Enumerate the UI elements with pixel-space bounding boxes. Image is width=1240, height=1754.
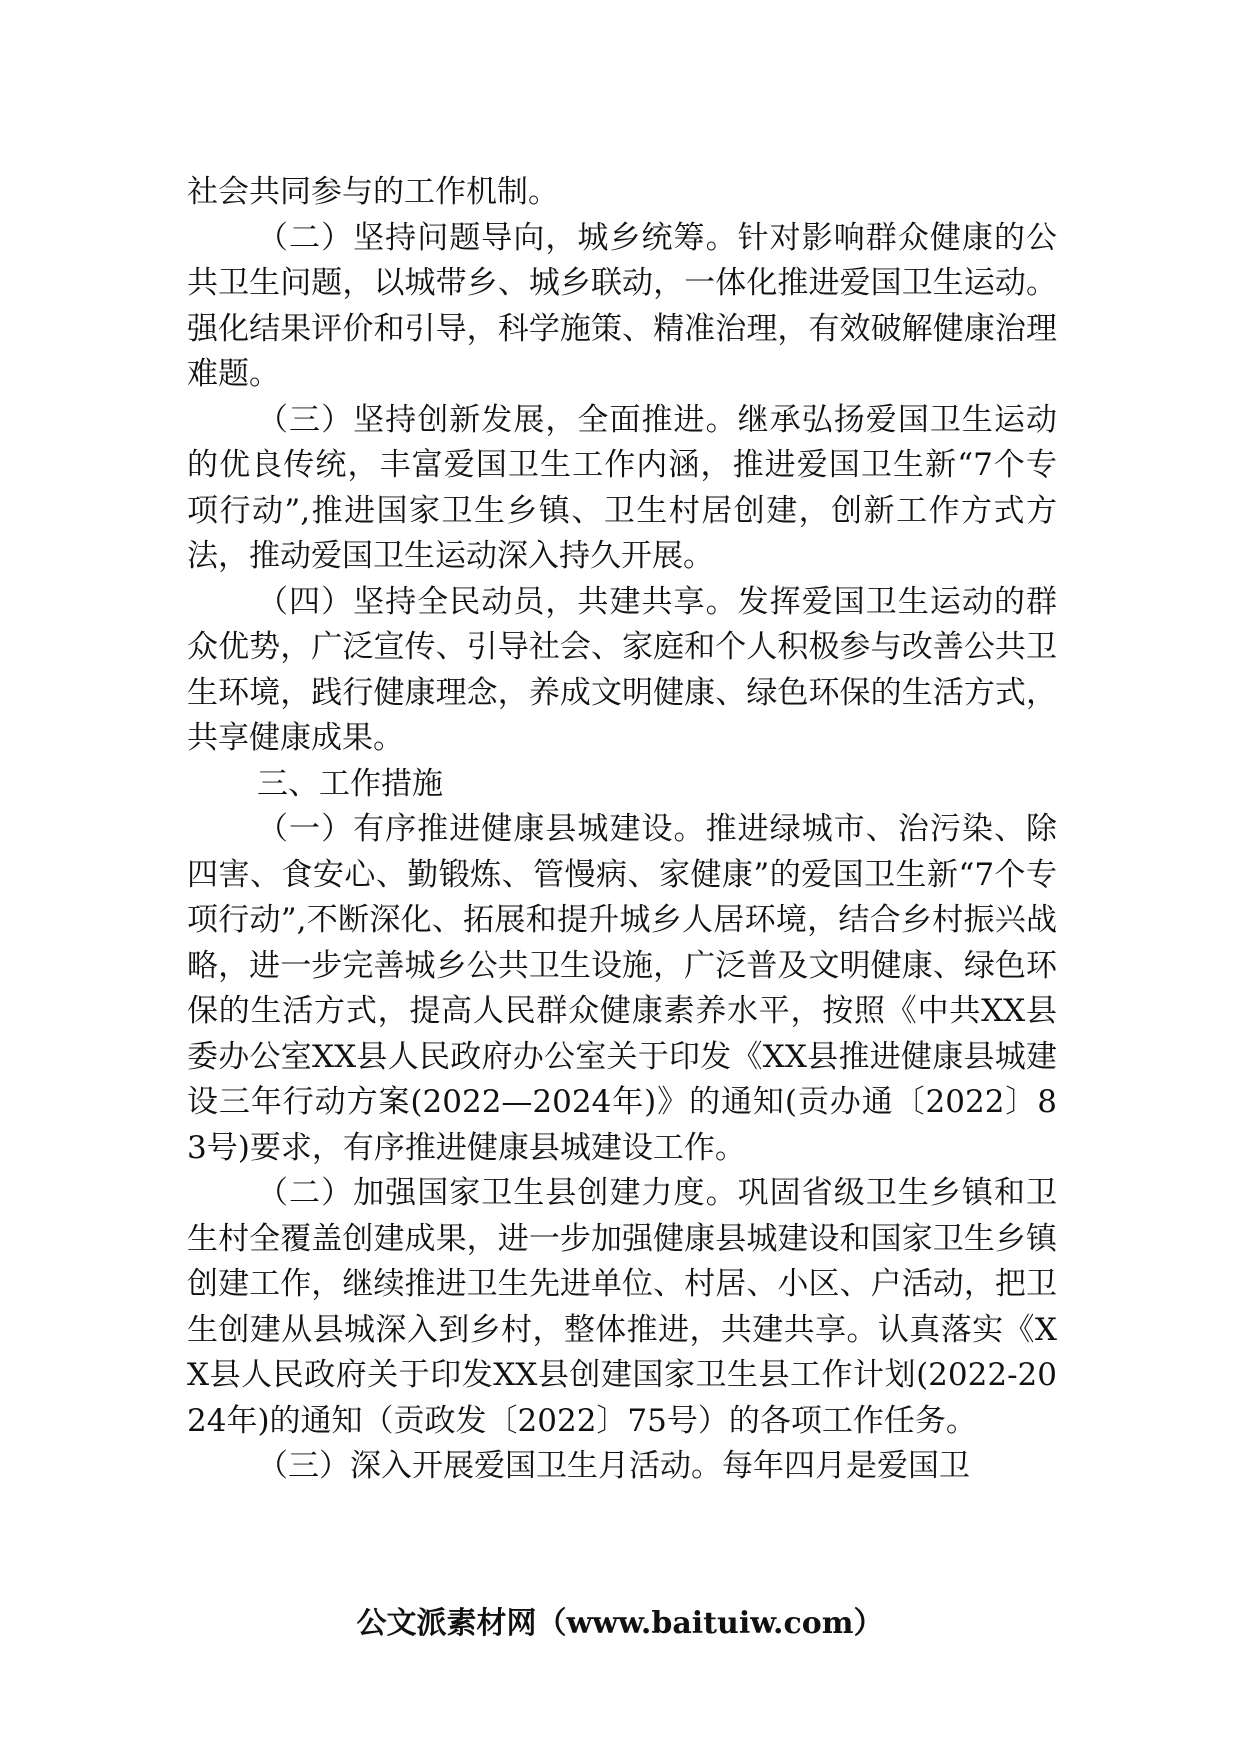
paragraph-measure-3: （三）深入开展爱国卫生月活动。每年四月是爱国卫 xyxy=(257,1448,970,1484)
document-body xyxy=(187,170,1057,1490)
paragraph-measure-2: （二）加强国家卫生县创建力度。巩固省级卫生乡镇和卫生村全覆盖创建成果，进一步加强健康县城建设和国家卫生乡镇创建工作，继续推进卫生先进单位、村居、小区、户活动，把卫生创建从县城深入到乡村，整体推进，共建共享。认真落实《XX县人民政府关于印发XX县创建国家卫生县工作计划(2022-2024年)的通知（贡政发〔2022〕75号）的各项工作任务。 xyxy=(187,1175,1057,1439)
paragraph-principle-3: （三）坚持创新发展，全面推进。继承弘扬爱国卫生运动的优良传统，丰富爱国卫生工作内涵，推进爱国卫生新“7个专项行动”,推进国家卫生乡镇、卫生村居创建，创新工作方式方法，推动爱国卫生运动深入持久开展。 xyxy=(187,401,1057,574)
section-heading-measures: 三、工作措施 xyxy=(257,765,443,802)
paragraph-principle-2: （二）坚持问题导向，城乡统筹。针对影响群众健康的公共卫生问题，以城带乡、城乡联动，一体化推进爱国卫生运动。强化结果评价和引导，科学施策、精准治理，有效破解健康治理难题。 xyxy=(187,219,1057,392)
paragraph-principle-4: （四）坚持全民动员，共建共享。发挥爱国卫生运动的群众优势，广泛宣传、引导社会、家庭和个人积极参与改善公共卫生环境，践行健康理念，养成文明健康、绿色环保的生活方式，共享健康成果。 xyxy=(187,583,1057,756)
paragraph-continuation: 社会共同参与的工作机制。 xyxy=(187,174,559,210)
page-footer-watermark: 公文派素材网（www.baituiw.com） xyxy=(356,1606,884,1641)
paragraph-measure-1: （一）有序推进健康县城建设。推进绿城市、治污染、除四害、食安心、勤锻炼、管慢病、家健康”的爱国卫生新“7个专项行动”,不断深化、拓展和提升城乡人居环境，结合乡村振兴战略，进一步完善城乡公共卫生设施，广泛普及文明健康、绿色环保的生活方式，提高人民群众健康素养水平，按照《中共XX县委办公室XX县人民政府办公室关于印发《XX县推进健康县城建设三年行动方案(2022—2024年)》的通知(贡办通〔2022〕83号)要求，有序推进健康县城建设工作。 xyxy=(187,811,1057,1166)
